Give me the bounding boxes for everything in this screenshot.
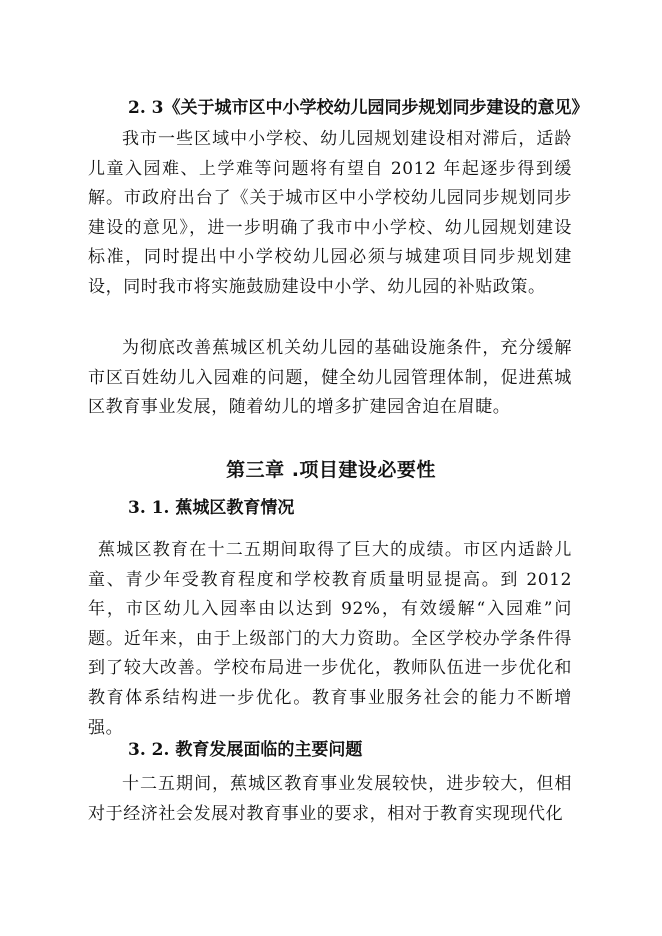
section-2-3-paragraph-2: 为彻底改善蕉城区机关幼儿园的基础设施条件，充分缓解市区百姓幼儿入园难的问题，健全幼儿园管理体制，促进蕉城区教育事业发展，随着幼儿的增多扩建园舍迫在眉睫。 xyxy=(88,338,572,418)
section-3-2-paragraph: 十二五期间，蕉城区教育事业发展较快，进步较大，但相对于经济社会发展对教育事业的要求，相对于教育实现现代化 xyxy=(88,774,572,824)
chapter-3-title: 第三章 .项目建设必要性 xyxy=(226,459,436,481)
section-2-3-heading: 2. 3《关于城市区中小学校幼儿园同步规划同步建设的意见》 xyxy=(128,98,589,118)
section-2-3-paragraph-1: 我市一些区域中小学校、幼儿园规划建设相对滞后，适龄儿童入园难、上学难等问题将有望自 2012 年起逐步得到缓解。市政府出台了《关于城市区中小学校幼儿园同步规划同步建设的意见》，进一步明确了我市中小学校、幼儿园规划建设标准，同时提出中小学校幼儿园必须与城建项目同步规划建设，同时我市将实施鼓励建设中小学、幼儿园的补贴政策。 xyxy=(88,129,572,297)
section-3-2-heading: 3. 2. 教育发展面临的主要问题 xyxy=(128,740,363,760)
section-3-1-heading: 3. 1. 蕉城区教育情况 xyxy=(128,498,295,518)
section-3-1-paragraph: 蕉城区教育在十二五期间取得了巨大的成绩。市区内适龄儿童、青少年受教育程度和学校教育质量明显提高。到 2012 年，市区幼儿入园率由以达到 92%，有效缓解“入园难”问题。近年来，由于上级部门的大力资助。全区学校办学条件得到了较大改善。学校布局进一步优化，教师队伍进一步优化和教育体系结构进一步优化。教育事业服务社会的能力不断增强。 xyxy=(88,540,572,738)
